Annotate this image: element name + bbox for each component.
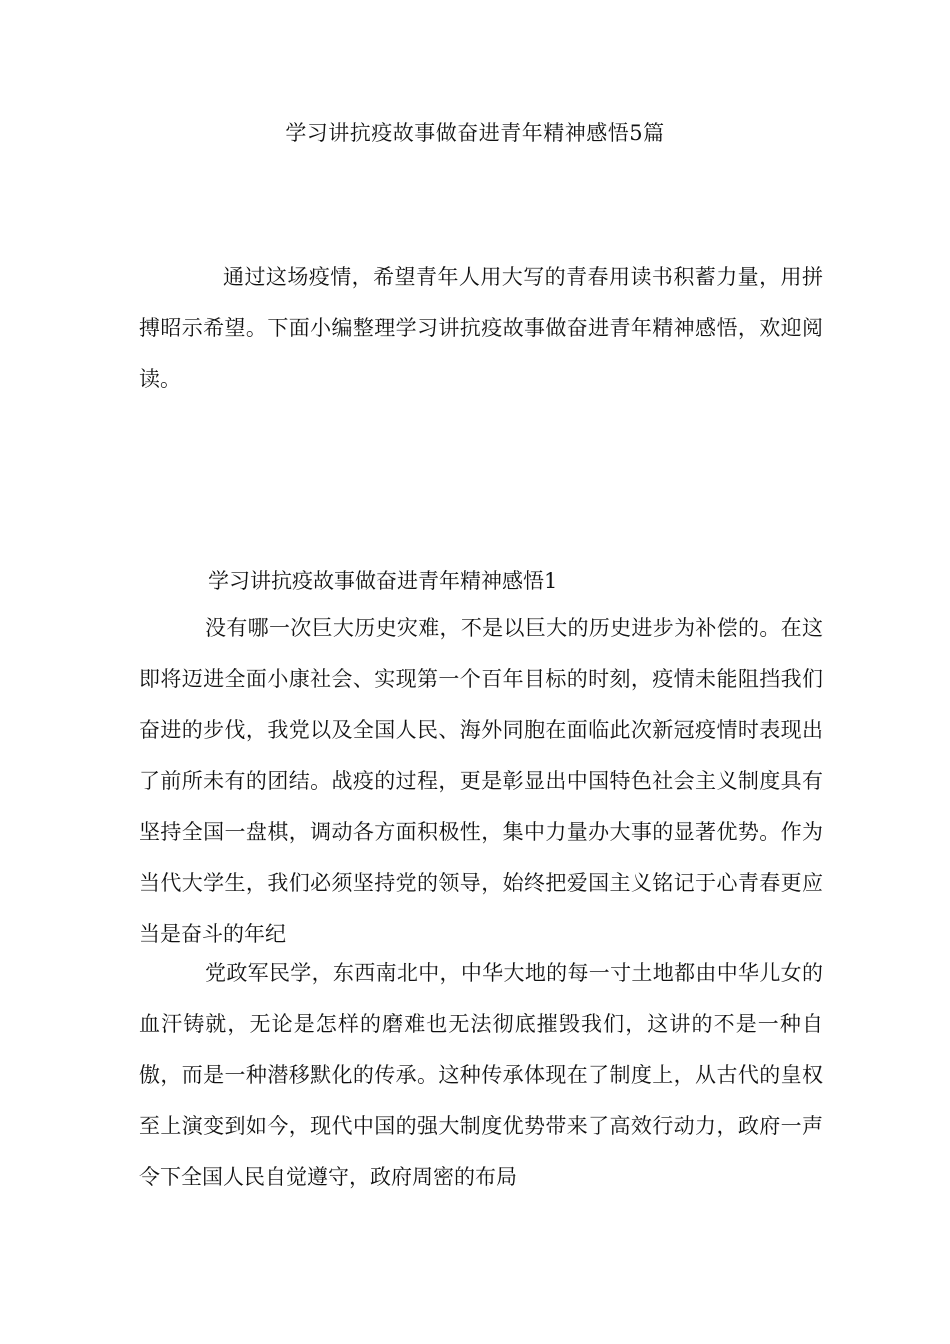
section-heading: 学习讲抗疫故事做奋进青年精神感悟1 xyxy=(208,569,558,593)
body-paragraph: 没有哪一次巨大历史灾难，不是以巨大的历史进步为补偿的。在这即将迈进全面小康社会、实现第一个百年目标的时刻，疫情未能阻挡我们奋进的步伐，我党以及全国人民、海外同胞在面临此次新冠疫情时表现出了前所未有的团结。战疫的过程，更是彰显出中国特色社会主义制度具有坚持全国一盘棋，调动各方面积极性，集中力量办大事的显著优势。作为当代大学生，我们必须坚持党的领导，始终把爱国主义铭记于心青春更应当是奋斗的年纪 xyxy=(139,616,823,946)
intro-paragraph: 通过这场疫情，希望青年人用大写的青春用读书积蓄力量，用拼搏昭示希望。下面小编整理学习讲抗疫故事做奋进青年精神感悟，欢迎阅读。 xyxy=(139,265,823,391)
body-paragraph: 党政军民学，东西南北中，中华大地的每一寸土地都由中华儿女的血汗铸就，无论是怎样的磨难也无法彻底摧毁我们，这讲的不是一种自傲，而是一种潜移默化的传承。这种传承体现在了制度上，从古代的皇权至上演变到如今，现代中国的强大制度优势带来了高效行动力，政府一声令下全国人民自觉遵守，政府周密的布局 xyxy=(139,961,823,1189)
document-title: 学习讲抗疫故事做奋进青年精神感悟5篇 xyxy=(285,121,665,145)
